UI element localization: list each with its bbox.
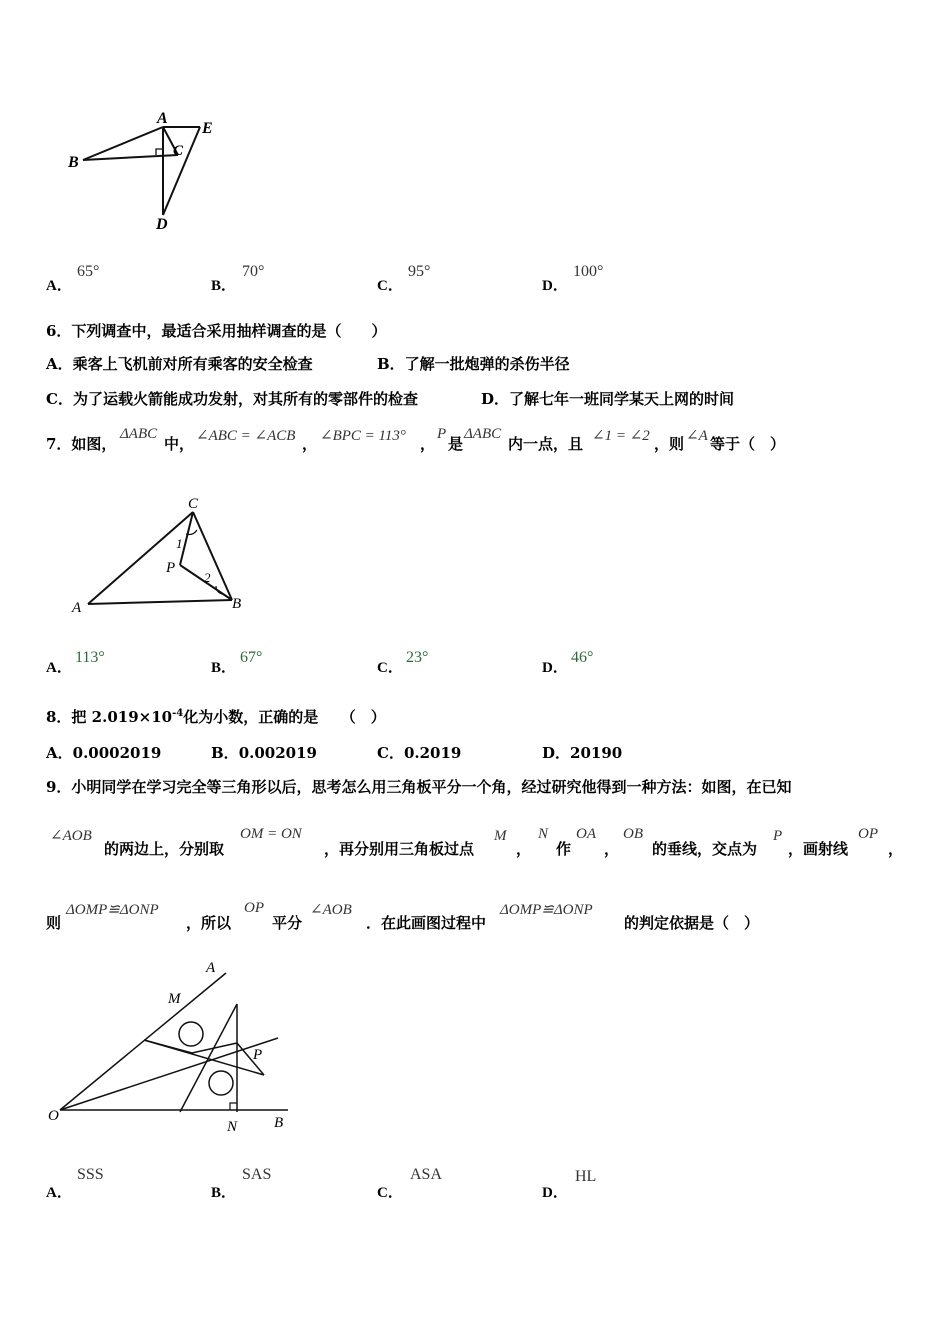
q8-option-c[interactable]: C．0.2019 bbox=[377, 744, 462, 762]
q5-label-b: B bbox=[68, 154, 79, 171]
q7-option-b-letter: B． bbox=[211, 660, 237, 676]
q9-option-d-letter: D． bbox=[542, 1185, 568, 1201]
q5-option-c-value[interactable]: 95° bbox=[408, 263, 431, 280]
q7-option-d-letter: D． bbox=[542, 660, 568, 676]
q9-ruler-hole-2 bbox=[209, 1071, 233, 1095]
q5-right-angle bbox=[156, 149, 163, 155]
q6-option-b[interactable]: B．了解一批炮弹的杀伤半径 bbox=[377, 355, 570, 373]
q9-ray-op bbox=[60, 1038, 278, 1110]
q9-label-a: A bbox=[206, 960, 216, 976]
q7-line-ca bbox=[88, 512, 193, 604]
q8-option-a[interactable]: A．0.0002019 bbox=[46, 744, 162, 762]
q9-label-n: N bbox=[227, 1119, 238, 1135]
q9-line3: 则 ΔOMP≌ΔONP ，所以 OP 平分 ∠AOB ．在此画图过程中 ΔOMP≌ΔONP 的判定依据是（ ） bbox=[46, 900, 760, 932]
q7-option-d-value[interactable]: 46° bbox=[571, 649, 594, 666]
q9-line1: 9．小明同学在学习完全等三角形以后，思考怎么用三角板平分一个角，经过研究他得到一种方法：如图，在已知 bbox=[46, 778, 792, 796]
q6-option-c[interactable]: C．为了运载火箭能成功发射，对其所有的零部件的检查 bbox=[46, 390, 418, 408]
q9-right-angle-n bbox=[230, 1103, 237, 1110]
q9-label-m: M bbox=[168, 991, 181, 1007]
q7-label-b: B bbox=[232, 596, 242, 612]
q5-figure bbox=[40, 105, 230, 235]
q5-line-ed bbox=[163, 127, 200, 215]
q9-label-p: P bbox=[253, 1047, 263, 1063]
q9-label-o: O bbox=[48, 1108, 59, 1124]
q5-label-d: D bbox=[156, 216, 168, 233]
q6-stem: 6．下列调查中，最适合采用抽样调查的是（ ） bbox=[46, 322, 387, 340]
q8-option-b[interactable]: B．0.002019 bbox=[211, 744, 317, 762]
q5-option-a-letter: A． bbox=[46, 278, 72, 294]
q5-option-a-value[interactable]: 65° bbox=[77, 263, 100, 280]
q7-option-a-letter: A． bbox=[46, 660, 72, 676]
q6-option-d[interactable]: D．了解七年一班同学某天上网的时间 bbox=[481, 390, 735, 408]
q9-figure bbox=[40, 955, 300, 1140]
q7-label-2: 2 bbox=[204, 570, 211, 585]
q8-stem: 8．把 $2.019\times 10^{-4}$化为小数，正确的是 （ ） bbox=[46, 708, 386, 726]
q6-option-a[interactable]: A．乘客上飞机前对所有乘客的安全检查 bbox=[46, 355, 313, 373]
q9-ruler-hole-1 bbox=[179, 1022, 203, 1046]
q9-option-a-letter: A． bbox=[46, 1185, 72, 1201]
q5-option-d-letter: D． bbox=[542, 278, 568, 294]
q7-figure bbox=[60, 490, 260, 620]
q5-option-b-value[interactable]: 70° bbox=[242, 263, 265, 280]
q9-option-b-value[interactable]: SAS bbox=[242, 1166, 272, 1183]
q5-option-b-letter: B． bbox=[211, 278, 237, 294]
q5-label-a: A bbox=[157, 110, 168, 127]
q5-option-c-letter: C． bbox=[377, 278, 403, 294]
q5-option-d-value[interactable]: 100° bbox=[573, 263, 604, 280]
q9-triangle-edge-1 bbox=[180, 1004, 237, 1112]
q7-option-b-value[interactable]: 67° bbox=[240, 649, 263, 666]
q8-option-d[interactable]: D．20190 bbox=[542, 744, 623, 762]
q5-line-ab bbox=[83, 127, 163, 160]
q5-label-e: E bbox=[202, 120, 213, 137]
q7-label-a: A bbox=[72, 600, 82, 616]
q7-label-c: C bbox=[188, 496, 199, 512]
q9-line2: ∠AOB 的两边上，分别取 OM = ON ，再分别用三角板过点 M ， N 作 OA ， OB 的垂线，交点为 P ，画射线 OP ， bbox=[50, 826, 904, 858]
q9-option-a-value[interactable]: SSS bbox=[77, 1166, 104, 1183]
q7-label-p: P bbox=[166, 560, 176, 576]
q9-option-c-value[interactable]: ASA bbox=[410, 1166, 443, 1183]
q5-label-c: C bbox=[173, 143, 184, 159]
q9-label-b: B bbox=[274, 1115, 284, 1131]
q7-option-c-letter: C． bbox=[377, 660, 403, 676]
q7-option-c-value[interactable]: 23° bbox=[406, 649, 429, 666]
q7-line-ab bbox=[88, 600, 232, 604]
q7-option-a-value[interactable]: 113° bbox=[75, 649, 105, 666]
q9-option-c-letter: C． bbox=[377, 1185, 403, 1201]
q7-label-1: 1 bbox=[176, 536, 183, 551]
q9-option-d-value[interactable]: HL bbox=[575, 1168, 597, 1185]
q9-option-b-letter: B． bbox=[211, 1185, 237, 1201]
